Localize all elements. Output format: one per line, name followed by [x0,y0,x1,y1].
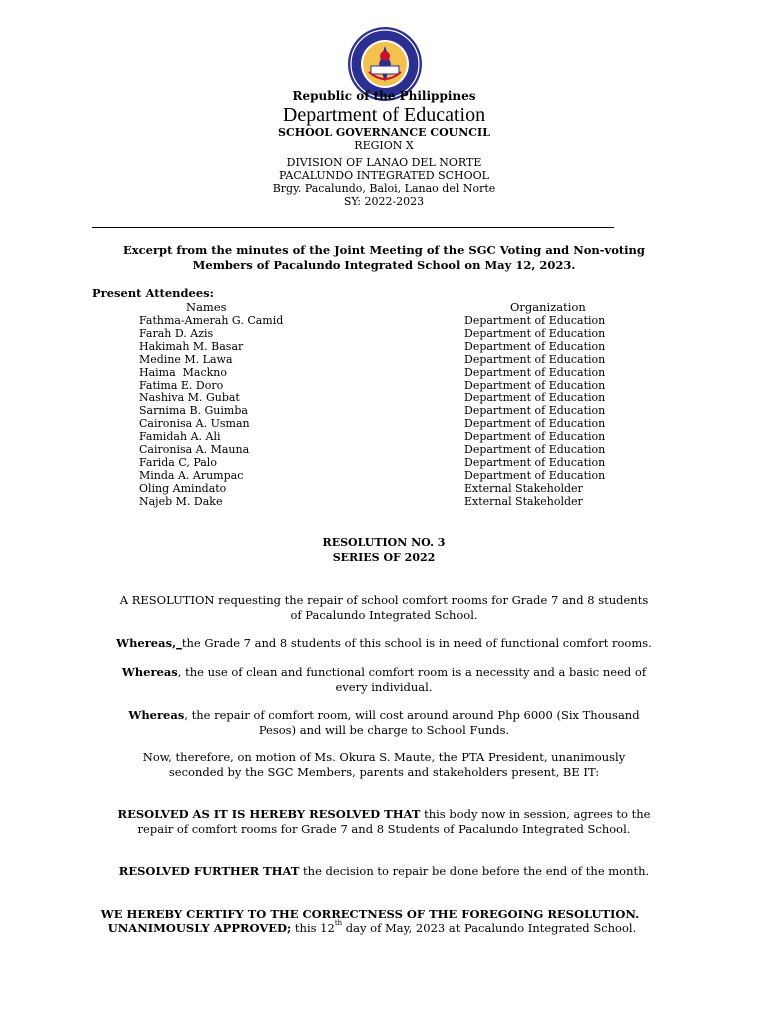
attendee-name: Fathma-Amerah G. Camid [139,314,284,327]
resolution-intro-line-2: of Pacalundo Integrated School. [290,608,478,622]
resolved-2-text: the decision to repair be done before the end of the month. [299,864,650,878]
attendee-name: Haima Mackno [139,366,228,379]
resolved-1-text: this body now in session, agrees to the [420,807,651,821]
whereas-clause-1: Whereas,_the Grade 7 and 8 students of this school is in need of functional comfort rooms. [116,636,652,650]
resolved-label: RESOLVED AS IT IS HEREBY RESOLVED THAT [117,807,421,821]
certification-statement: WE HEREBY CERTIFY TO THE CORRECTNESS OF THE FOREGOING RESOLUTION. [100,907,640,921]
attendee-name: Minda A. Arumpac [139,469,244,482]
resolution-number: RESOLUTION NO. 3 [322,536,446,549]
attendee-name: Oling Amindato [139,482,227,495]
department-title: Department of Education [282,104,486,126]
attendee-name: Caironisa A. Mauna [139,443,250,456]
attendee-name: Famidah A. Ali [139,430,221,443]
whereas-label: Whereas [116,636,173,650]
attendee-organization: Department of Education [464,379,606,392]
motion-line-2: seconded by the SGC Members, parents and stakeholders present, BE IT: [168,765,600,779]
attendee-name: Hakimah M. Basar [139,340,244,353]
attendee-name: Sarnima B. Guimba [139,404,248,417]
whereas-clause-2-line-2: every individual. [335,680,433,694]
resolution-series: SERIES OF 2022 [332,551,436,564]
attendee-organization: Department of Education [464,404,606,417]
whereas-2-text: , the use of clean and functional comfort room is a necessity and a basic need of [177,665,647,679]
attendee-organization: External Stakeholder [464,482,583,495]
attendee-organization: External Stakeholder [464,495,583,508]
names-column-header: Names [186,300,227,314]
whereas-label: Whereas [121,665,178,679]
whereas-3-text: , the repair of comfort room, will cost around around Php 6000 (Six Thousand [184,708,640,722]
attendee-organization: Department of Education [464,430,606,443]
whereas-clause-3-line-2: Pesos) and will be charge to School Funds. [258,723,510,737]
attendee-name: Fatima E. Doro [139,379,224,392]
council-heading: SCHOOL GOVERNANCE COUNCIL [278,126,490,139]
school-line: PACALUNDO INTEGRATED SCHOOL [279,169,489,182]
region-line: REGION X [354,139,414,152]
resolved-further-label: RESOLVED FURTHER THAT [118,864,300,878]
republic-heading: Republic of the Philippines [292,89,476,103]
header-divider [92,227,614,228]
address-line: Brgy. Pacalundo, Baloi, Lanao del Norte [272,182,496,195]
approval-statement: UNANIMOUSLY APPROVED; this 12th day of May, 2023 at Pacalundo Integrated School. [107,919,637,935]
attendee-name: Farah D. Azis [139,327,214,340]
attendee-organization: Department of Education [464,327,606,340]
attendee-organization: Department of Education [464,469,606,482]
division-line: DIVISION OF LANAO DEL NORTE [286,156,482,169]
attendee-organization: Department of Education [464,366,606,379]
attendee-name: Medine M. Lawa [139,353,233,366]
attendee-name: Farida C, Palo [139,456,217,469]
attendee-organization: Department of Education [464,443,606,456]
attendee-organization: Department of Education [464,340,606,353]
attendee-organization: Department of Education [464,314,606,327]
attendee-name: Caironisa A. Usman [139,417,250,430]
whereas-1-text: the Grade 7 and 8 students of this school is in need of functional comfort rooms. [181,636,652,650]
excerpt-line-1: Excerpt from the minutes of the Joint Meeting of the SGC Voting and Non-voting [123,243,645,257]
resolved-clause-1-line-2: repair of comfort rooms for Grade 7 and 8 Students of Pacalundo Integrated School. [137,822,631,836]
motion-line-1: Now, therefore, on motion of Ms. Okura S. Maute, the PTA President, unanimously [142,750,626,764]
attendee-name: Najeb M. Dake [139,495,223,508]
resolved-clause-1 [0,807,768,821]
approved-label: UNANIMOUSLY APPROVED; [107,921,292,935]
resolved-clause-2 [0,864,768,878]
whereas-label: Whereas [128,708,185,722]
school-year-line: SY: 2022-2023 [343,195,425,208]
resolution-intro-line-1: A RESOLUTION requesting the repair of school comfort rooms for Grade 7 and 8 students [119,593,649,607]
whereas-clause-2 [0,665,768,679]
organization-column-header: Organization [510,300,586,314]
whereas-clause-3 [0,708,768,722]
attendee-organization: Department of Education [464,456,606,469]
excerpt-line-2: Members of Pacalundo Integrated School on May 12, 2023. [192,258,576,272]
attendee-organization: Department of Education [464,417,606,430]
attendee-name: Nashiva M. Gubat [139,391,240,404]
attendee-organization: Department of Education [464,391,606,404]
attendee-organization: Department of Education [464,353,606,366]
present-attendees-label: Present Attendees: [92,286,214,300]
